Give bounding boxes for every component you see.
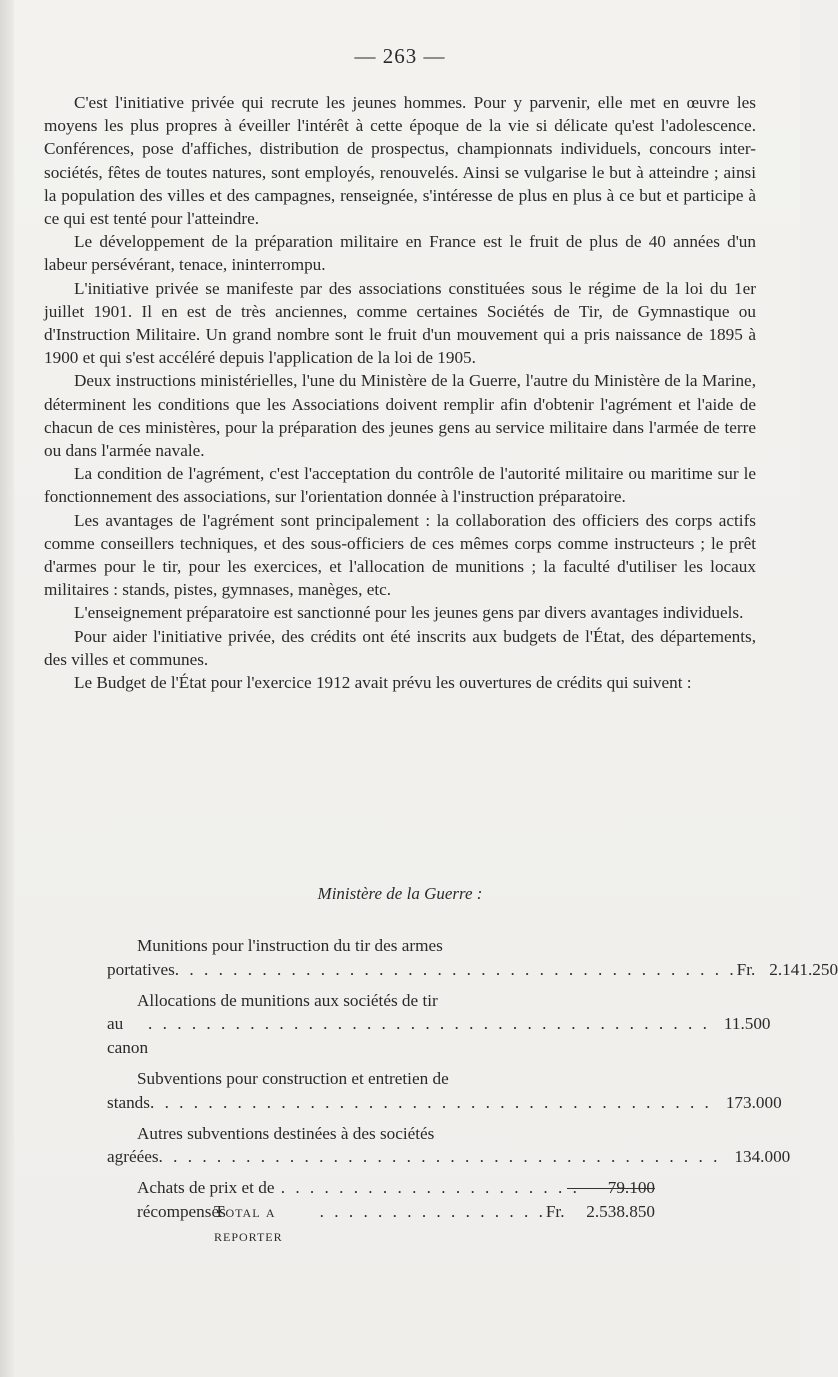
row-label-continued: agréées bbox=[107, 1147, 159, 1167]
paragraph: Pour aider l'initiative privée, des crédits ont été inscrits aux budgets de l'État, des départements, des villes et communes. bbox=[44, 626, 756, 669]
paragraph: Le développement de la préparation militaire en France est le fruit de plus de 40 années d'un labeur persévérant, tenace, ininterrompu. bbox=[44, 232, 756, 275]
currency: Fr. bbox=[736, 959, 756, 979]
row-label-continued: portatives bbox=[107, 959, 175, 979]
row-label: Subventions pour construction et entretien de bbox=[137, 1068, 449, 1088]
amount: 173.000 bbox=[725, 1092, 782, 1112]
total-row bbox=[107, 1200, 655, 1248]
paragraph: L'enseignement préparatoire est sanctionné pour les jeunes gens par divers avantages individuels. bbox=[74, 603, 744, 623]
total-rule bbox=[567, 1188, 655, 1189]
paragraph: Deux instructions ministérielles, l'une du Ministère de la Guerre, l'autre du Ministère de la Marine, déterminent les conditions que les Associations doivent remplir afin d'obtenir l'agrément et l'aide de chacun de ces ministères, pour la préparation des jeunes gens au service militaire dans l'armée de terre ou dans l'armée navale. bbox=[44, 371, 756, 461]
page-number: — 263 — bbox=[354, 44, 446, 68]
table-row bbox=[107, 934, 838, 982]
paragraph: Les avantages de l'agrément sont principalement : la collaboration des officiers des corps actifs comme conseillers techniques, et des sous-officiers de ces mêmes corps comme instructeurs ; le prêt d'armes pour le tir, pour les exercices, et l'allocation de munitions ; la faculté d'utiliser les locaux militaires : stands, pistes, gymnases, manèges, etc. bbox=[44, 510, 756, 600]
row-label: Allocations de munitions aux sociétés de tir bbox=[137, 990, 438, 1010]
amount: 2.141.250 bbox=[769, 959, 838, 979]
page-edge-shadow bbox=[0, 0, 14, 1377]
row-label-continued: stands bbox=[107, 1092, 150, 1112]
paragraph: Le Budget de l'État pour l'exercice 1912 avait prévu les ouvertures de crédits qui suivent : bbox=[74, 673, 692, 693]
row-label-continued: au canon bbox=[107, 1014, 149, 1058]
currency: Fr. bbox=[545, 1202, 565, 1221]
credits-table bbox=[107, 934, 838, 1231]
dot-leader: . . . . . . . . . . . . . . . . . . . . . bbox=[280, 1178, 580, 1198]
amount: 79.100 bbox=[607, 1178, 655, 1198]
body-text bbox=[44, 91, 756, 694]
total-label: Total a reporter bbox=[214, 1202, 283, 1245]
paragraph: La condition de l'agrément, c'est l'acceptation du contrôle de l'autorité militaire ou maritime sur le fonctionnement des associations, sur l'orientation donnée à l'instruction préparatoire. bbox=[44, 464, 756, 507]
table-row bbox=[107, 989, 771, 1060]
table-row bbox=[107, 1122, 791, 1170]
amount: 11.500 bbox=[723, 1014, 771, 1034]
paragraph: C'est l'initiative privée qui recrute les jeunes hommes. Pour y parvenir, elle met en œuvre les moyens les plus propres à éveiller l'intérêt à cette époque de la vie si délicate qu'est l'adolescence. Conférences, pose d'affiches, distribution de prospectus, championnats individuels, concours inter-sociétés, fêtes de toutes natures, sont employés, renouvelés. Ainsi se vulgarise le but à atteindre ; ainsi la population des villes et des campagnes, renseignée, s'intéresse de plus en plus à ce but et participe à ce qui est tenté pour l'atteindre. bbox=[44, 93, 756, 229]
amount: 134.000 bbox=[734, 1147, 791, 1167]
row-label: Autres subventions destinées à des sociétés bbox=[137, 1123, 435, 1143]
row-label: Munitions pour l'instruction du tir des armes bbox=[137, 936, 443, 955]
table-row bbox=[107, 1067, 782, 1115]
dot-leader: . . . . . . . . . . . . . . . . . . . . . . . . . . . . . . . . . . . . . . . bbox=[158, 1147, 721, 1167]
paragraph: L'initiative privée se manifeste par des associations constituées sous le régime de la loi du 1er juillet 1901. Il en est de très anciennes, comme certaines Sociétés de Tir, de Gymnastique ou d'Instruction Militaire. Un grand nombre sont le fruit d'un mouvement qui a pris naissance de 1895 à 1900 et qui s'est accéléré depuis l'application de la loi de 1905. bbox=[44, 278, 756, 368]
dot-leader: . . . . . . . . . . . . . . . . . . . . . . . . . . . . . . . . . . . . . . . bbox=[174, 959, 737, 979]
row-label: Achats de prix et de récompenses bbox=[137, 1178, 275, 1221]
total-amount: 2.538.850 bbox=[586, 1202, 655, 1221]
dot-leader: . . . . . . . . . . . . . . . . . . . . . . . . . . . . . . . . . . . . . . . bbox=[148, 1014, 710, 1034]
dot-leader: . . . . . . . . . . . . . . . . bbox=[319, 1202, 546, 1221]
section-title: Ministère de la Guerre : bbox=[317, 884, 483, 903]
dot-leader: . . . . . . . . . . . . . . . . . . . . . . . . . . . . . . . . . . . . . . . bbox=[149, 1092, 712, 1112]
